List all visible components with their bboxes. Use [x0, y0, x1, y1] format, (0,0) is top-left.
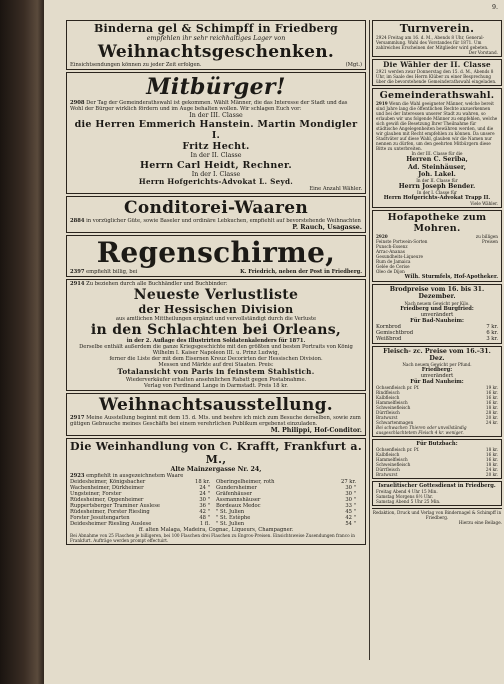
bread-price-list [376, 324, 498, 342]
item-label: Schweinefleisch [376, 462, 411, 468]
ad-body: in vorzüglicher Güte, sowie Baseler und ordinäre Lebkuchen, empfiehlt auf bevorstehende Weihnachten [86, 218, 361, 225]
book-binding [0, 0, 44, 684]
wine-price: 48 " [199, 515, 210, 522]
item-price: 3 kr. [486, 335, 498, 342]
notice-butzbach [372, 439, 502, 479]
ad-mitbuerger [66, 72, 366, 194]
ad-body: empfiehlt billig, bei [86, 269, 138, 276]
ad-text: Derselbe enthält außerdem die ganze Kriegsgeschichte mit den größten und besten Portraits von König Wilhelm I. Kaiser Napoleon III. u. Prinz Ludwig, [79, 344, 353, 357]
item-price: 16 kr. [485, 395, 498, 401]
item-label: Weißbrod [376, 335, 402, 342]
town-heading: Für Butzbach: [416, 441, 458, 448]
ad-headline: Conditorei-Waaren [124, 198, 308, 219]
town-heading: Für Bad Nauheim: [410, 379, 464, 386]
item-label: Bratwurst [376, 415, 398, 421]
item-price: 16 kr. [485, 400, 498, 406]
wine-name: " St. Julien [216, 521, 245, 528]
product-item: Punsch-Essenz [376, 244, 408, 250]
service-time: Samstag Abend 5 Uhr 25 Min. [376, 499, 441, 505]
imprint: Redaktion, Druck und Verlag von Bindernagel & Schimpff in Friedberg. [372, 510, 502, 521]
ad-title: Binderna gel & Schimpff in Friedberg [93, 22, 339, 35]
town-heading: Für Bad-Nauheim: [410, 317, 464, 324]
item-label: Kornbrod [376, 323, 401, 330]
item-price: 16 kr. [485, 452, 498, 458]
wine-price: 24 " [199, 485, 210, 492]
notice-note: Nach neuem Gewicht per Pfund. [402, 362, 472, 368]
product-list [376, 239, 464, 274]
notice-signature: Der Vorstand. [468, 50, 498, 55]
product-item: Feinste Portwein-Sorten [376, 239, 428, 245]
ad-body: Meine Ausstellung beginnt mit dem 15. d. Mts. und beehre ich mich zum Besuche derselben, sowie zum gütigen Gebrauche meines Geschäfts bei einem verehrlichen Publikum ergebenst einzuladen. [70, 414, 361, 427]
class-heading: In der III. Classe für die [411, 151, 463, 157]
ad-text: Totalansicht von Paris in feinstem Stahlstich. [117, 367, 315, 377]
ad-intro: empfiehlt in ausgezeichnetem Waare [86, 473, 184, 480]
ad-headline: Regenschirme, [96, 236, 336, 270]
class-heading: In der I. Classe [191, 170, 241, 178]
item-price: 18 kr. [485, 462, 498, 468]
ad-headline: Weihnachtsgeschenken. [97, 42, 335, 63]
wine-price: 30 " [199, 497, 210, 504]
item-label: Kalbfleisch [376, 395, 400, 401]
ad-headline: Die Weinhandlung von C. Krafft, Frankfurt a. M., [70, 440, 362, 467]
wine-price: 33 " [345, 503, 356, 510]
ad-subtitle: empfehlen ihr sehr reichhaltiges Lager von [146, 35, 286, 42]
wine-name: Forster Jesuitengarten [70, 515, 130, 522]
ad-signature: Eine Anzahl Wähler. [309, 186, 362, 193]
item-price: 20 kr. [485, 415, 498, 421]
item-price: 19 kr. [485, 385, 498, 391]
wine-name: Gundersheimer [216, 485, 257, 492]
ad-number: 2923 [70, 473, 85, 480]
ad-hofapotheke [372, 210, 502, 282]
price-row [376, 472, 498, 477]
item-label: Hammelfleisch [376, 400, 408, 406]
wine-price: 42 " [345, 515, 356, 522]
wine-price: 45 " [345, 509, 356, 516]
product-item: Arrac-Ananas [376, 249, 405, 255]
product-item: Rum de Jamaica [376, 259, 411, 265]
ad-bindernagel [66, 20, 366, 70]
item-label: Dürrfleisch [376, 467, 400, 473]
candidate-names: die Herren Emmerich Hanstein. Martin Mondigler I. [74, 119, 358, 142]
class-heading: In der II. Classe [190, 152, 242, 160]
wine-price-list [70, 479, 362, 527]
ad-weinhandlung [66, 438, 366, 545]
ad-subheadline: der Hessischen Division [138, 303, 294, 317]
ad-signature: K. Friedrich, neben der Post in Friedberg. [240, 269, 362, 276]
candidate-names: Herrn Carl Heidt, Rechner. [140, 159, 292, 171]
town-heading: Friedberg: [421, 367, 453, 374]
class-heading: In der III. Classe [189, 112, 243, 120]
ad-number: 2914 [70, 281, 85, 288]
price-row [376, 336, 498, 342]
notice-title: Brodpreise vom 16. bis 31. Dezember. [389, 286, 485, 301]
ad-text: Bei Abnahme von 25 Flaschen je billigeren, bei 100 Flaschen drei Flaschen zu Engros-Preisen. Einsichtsweise Zusendungen franco in Frankfurt. Aufträge werden prompt effectuirt. [70, 533, 355, 544]
candidate-names: Herrn Hofgerichts-Advokat L. Seyd. [138, 176, 294, 186]
item-label: Schweinefleisch [376, 405, 411, 411]
class-heading: In der I. Classe für [417, 190, 457, 196]
wine-price: 42 " [199, 509, 210, 516]
ad-headline: Neueste Verlustliste [133, 287, 299, 304]
item-price: 7 kr. [486, 323, 498, 330]
ad-headline: in den Schlachten bei Orleans, [90, 322, 342, 339]
wine-price: 1 fl. [199, 521, 210, 528]
ad-price-note: zu billigen Preisen [475, 234, 498, 245]
item-label: Dürrfleisch [376, 410, 400, 416]
ad-number: 2884 [70, 218, 85, 225]
notice-note: Bei schwachen Thieren oder unvollständig ausgeschlachtetem Fleisch 4 kr. weniger. [376, 425, 467, 436]
notice-fleischpreise [372, 346, 502, 437]
ad-text: ff. alten Malaga, Madeira, Cognac, Liqueurs, Champagner. [138, 527, 294, 534]
candidate-name: Ad. Steinhäuser, [408, 163, 466, 171]
wine-name: Assmannshäuser [216, 497, 261, 504]
ad-headline: Hofapotheke zum Mohren. [387, 212, 487, 235]
notice-note: Nach neuem Gewicht per Kilo. [404, 300, 470, 306]
service-time: Samstag Morgens 8½ Uhr. [376, 494, 433, 500]
newspaper-page [44, 0, 504, 684]
right-column [372, 20, 502, 660]
item-price: 24 kr. [485, 420, 498, 426]
wine-price: 30 " [345, 485, 356, 492]
item-price: 18 kr. [485, 405, 498, 411]
meat-price-list [376, 385, 498, 425]
notice-title: Fleisch- zc. Preise vom 16.–31. Dez. [383, 347, 491, 362]
product-item: Oleo de Dijon [376, 269, 405, 275]
meat-price-list [376, 447, 498, 477]
wine-price: 36 " [199, 503, 210, 510]
notice-title: Gemeinderathswahl. [379, 90, 495, 102]
notice-gemeinderathswahl [372, 88, 502, 208]
ad-weihnachtsausstellung [66, 393, 366, 436]
ad-text: ferner die Liste der mit dem Eisernen Kreuz Decorirten der Hessischen Division. [109, 356, 323, 363]
ad-regenschirme [66, 235, 366, 277]
notice-body: 2921 werden zwar Donnerstag den 15. d. M., Abends 8 Uhr, im Saale des Herrn Klüber zu einer Besprechung über die bevorstehende Gemeinderathswahl eingeladen. [376, 69, 497, 85]
wine-name: Rüdesheimer, Forster Riesling [70, 509, 150, 516]
wine-name: Rüdesheimer, Oppenheimer [70, 497, 144, 504]
ad-number: 2397 [70, 269, 85, 276]
item-label: Hammelfleisch [376, 457, 408, 463]
wine-name: " St. Estèphe [216, 515, 251, 522]
ad-intro: Zu beziehen durch alle Buchhändler und Buchbinder: [86, 281, 228, 288]
item-price: 16 kr. [485, 390, 498, 396]
ad-number: 2920 [376, 234, 388, 240]
wine-name: " St. Julien [216, 509, 245, 516]
wine-name: Bordeaux Medoc [216, 503, 261, 510]
ad-text: aus amtlichen Mittheilungen ergänzt und vervollständigt durch die Verluste [115, 316, 317, 323]
wine-name: Oberingelheimer, roth [216, 479, 275, 486]
ad-text: Messen und Märkte auf drei Staaten. Preis: [158, 362, 274, 369]
notice-gottesdienst [372, 481, 502, 506]
notice-brodpreise [372, 284, 502, 343]
ad-note: Einsichtsendungen können zu jeder Zeit erfolgen. [70, 62, 202, 69]
ad-number: 2917 [70, 414, 85, 421]
wine-name: Wachenheimer, Dürkheimer [70, 485, 144, 492]
wine-name: Gräfenhäuser [216, 491, 253, 498]
notice-number: 2919 [376, 101, 388, 107]
ad-verlustliste [66, 279, 366, 390]
wine-price: 24 " [199, 491, 210, 498]
wine-name: Deidesheimer, Königsbacher [70, 479, 146, 486]
ad-conditorei [66, 196, 366, 233]
notice-body: Wenn die Wahl geeigneter Männer, welche bereit sind Jahre lang die öffentlichen Rechte anzuerkennen und bei der Interessen unserer Stadt zu wahren, so erlauben wir uns folgende Männer zu empfehlen, welche sich gewiß die Besetzung Ihrer Theilnahme für städtische Angelegenheiten bewähren werden, und die wir glauben mit Recht empfehlen zu können. Da unsere Stadtväter auf diese Wahl, glauben wir die Namen nur nennen zu dürfen, um den geehrten Mitbürgern diese Bitte zu unterbreiten. [376, 101, 498, 152]
wine-name: Ruppertsberger Traminer Auslese [70, 503, 160, 510]
wine-price: 30 " [345, 497, 356, 504]
item-label: Gemischtbrod [376, 329, 414, 336]
item-label: Bratwurst [376, 472, 398, 478]
ad-headline: Weihnachtsausstellung. [98, 394, 334, 415]
page-number: 9. [491, 4, 498, 11]
wine-price: 54 " [345, 521, 356, 528]
left-column [66, 20, 366, 660]
item-label: Ochsenfleisch pr. Pf. [376, 385, 420, 391]
candidate-name: Herrn Hofgerichts-Advokat Trapp II. [383, 195, 491, 202]
town-heading: Friedberg und Burgfried: [400, 305, 474, 312]
service-time: Freitag Abend 4 Uhr 15 Min. [376, 489, 438, 495]
ad-signature: P. Rauch, Usagasse. [292, 224, 362, 232]
ad-headline: Mitbürger! [146, 74, 286, 101]
status-text: unverändert [420, 373, 454, 380]
item-price: 20 kr. [485, 472, 498, 478]
candidate-names: Fritz Hecht. [182, 141, 250, 153]
item-price: 24 kr. [485, 467, 498, 473]
wine-price: 18 kr. [195, 479, 210, 486]
item-label: Kalbfleisch [376, 452, 400, 458]
product-item: Gesundheits-Liqueure [376, 254, 423, 260]
ad-signature: Wilh. Sturmfels, Hof-Apotheker. [404, 274, 498, 281]
notice-body: 2924 Freitag am 16. d. M., Abends 8 Uhr, General-Versammlung. Wahl des Vorstandes für 1871. Um zahlreiches Erscheinen der Mitglieder wird gebeten. [376, 35, 489, 50]
wine-price: 27 kr. [341, 479, 356, 486]
ad-address: Alte Mainzergasse Nr. 24, [170, 466, 262, 474]
notice-signature: Viele Wähler. [470, 201, 498, 207]
item-price: 16 kr. [485, 457, 498, 463]
item-price: 18 kr. [485, 447, 498, 453]
notice-title: Turnverein. [399, 22, 475, 35]
product-item: Gelée de Cerise [376, 264, 410, 270]
notice-waehler [372, 59, 502, 86]
class-heading: In der II. Classe für [416, 178, 458, 184]
candidate-name: Herrn Joseph Bender. [398, 183, 476, 191]
ad-text: Wiederverkäufer erhalten ansehnlichen Rabatt gegen Postabnahme. [125, 376, 307, 383]
item-label: Schwartenmagen [376, 420, 414, 426]
supplement-note: Hierzu eine Beilage. [458, 520, 502, 526]
ad-text: in der 2. Auflage des Illustrirten Soldatenkalenders für 1871. [126, 338, 306, 345]
item-label: Ochsenfleisch pr. Pf. [376, 447, 420, 453]
status-text: unverändert [420, 311, 454, 318]
candidate-name: Herren C. Seriba, [406, 156, 468, 164]
ad-publisher: Verlag von Ferdinand Lange in Darmstadt. Preis 18 kr. [144, 382, 288, 389]
column-rule [369, 20, 370, 660]
candidate-name: Joh. Lakel. [418, 170, 456, 178]
wine-price: 30 " [345, 491, 356, 498]
notice-turnverein [372, 20, 502, 57]
item-price: 28 kr. [485, 410, 498, 416]
notice-title: Israelitischer Gottesdienst in Friedberg. [378, 483, 496, 490]
wine-name: Ungsteiner, Forster [70, 491, 122, 498]
item-label: Rindfleisch [376, 390, 400, 396]
ad-body: Der Tag der Gemeinderathswahl ist gekommen. Wählt Männer, die das Interesse der Stadt und das Wohl der Bürger wirklich fördern und im Auge behalten wollen. Wir schlagen Euch vor: [70, 100, 348, 113]
wine-name: Deidesheimer Riesling Auslese [70, 521, 152, 528]
ad-number: 2908 [70, 100, 85, 107]
ad-signature: M. Philippi, Hof-Conditor. [270, 426, 362, 434]
item-price: 6 kr. [486, 329, 498, 336]
ad-signature: (Mgt.) [345, 62, 362, 69]
notice-title: Die Wähler der II. Classe [383, 60, 491, 69]
